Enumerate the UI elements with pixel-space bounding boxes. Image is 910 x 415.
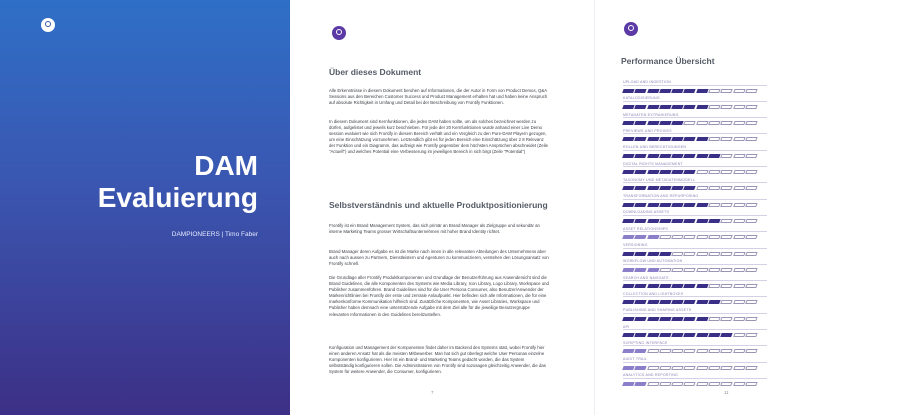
- paragraph-positioning-3: Die Grundlage aller Frontify Produktkomponenten und Grundlage der Benutzerführung aus Anwendersicht sind die Brand Guidelines, die alle Komponenten des Systems wie Media Library, Icon Library, Logo Library, Workspace und Publisher zusammenführen. Brand Guidelines sind für die User Persona Consumer, also Benutzer/Anwender der Markenrichtlinien bei Frontify der erste und zentrale Anlaufpunkt. Hier befinden sich alle Informationen, die für eine markenkonforme Kommunikation hilfreich sind. Zusätzliche Komponenten, wie Asset Libraries, Workspace und Publisher haben demnach eine unterstützende Aufgabe mit dem Ziel alle für die jeweilige Benutzergruppe relevanten Informationen in den Guidelines bereitzustellen.: [329, 275, 549, 317]
- rating-segment-empty: [745, 137, 757, 141]
- rating-segment-filled: [708, 154, 720, 158]
- rating-segment-empty: [721, 137, 733, 141]
- rating-segment-filled: [659, 300, 671, 304]
- rating-segment-filled: [672, 170, 684, 174]
- rating-segment-filled: [635, 235, 647, 239]
- rating-segment-filled: [622, 105, 634, 109]
- rating-segment-empty: [647, 349, 659, 353]
- rating-segment-filled: [659, 170, 671, 174]
- row-divider: [623, 362, 767, 363]
- rating-segment-filled: [647, 219, 659, 223]
- row-divider: [623, 166, 767, 167]
- rating-segment-filled: [684, 219, 696, 223]
- rating-segment-empty: [745, 170, 757, 174]
- rating-segment-filled: [635, 89, 647, 93]
- rating-segment-empty: [733, 203, 745, 207]
- rating-segment-filled: [622, 300, 634, 304]
- rating-segment-filled: [696, 317, 708, 321]
- rating-segment-filled: [647, 121, 659, 125]
- performance-row-label: WORKFLOW UND AUTOMATION: [623, 259, 683, 264]
- rating-segment-empty: [721, 203, 733, 207]
- rating-segment-empty: [721, 382, 733, 386]
- rating-segment-filled: [659, 252, 671, 256]
- rating-segment-filled: [696, 219, 708, 223]
- rating-segment-filled: [635, 300, 647, 304]
- paragraph-positioning-1: Frontify ist ein Brand Management System, das sich primär an Brand Manager als Zielgruppe und sekundär an interne Marketing Teams grosser Wirtschaftsunternehmen mit hoher Brand Identity richtet.: [329, 223, 540, 235]
- rating-segment-empty: [659, 349, 671, 353]
- rating-segment-filled: [659, 89, 671, 93]
- rating-segment-filled: [635, 137, 647, 141]
- performance-row-label: AUDIT TRAIL: [623, 357, 648, 362]
- rating-bar: [623, 170, 758, 174]
- performance-title: Performance Übersicht: [621, 56, 715, 66]
- rating-segment-empty: [733, 170, 745, 174]
- performance-page: [595, 0, 910, 415]
- paragraph-positioning-2: Brand Manager deren Aufgabe es ist die Marke nach innen in alle relevanten Abteilungen des Unternehmens aber auch nach aussen zu Partnern, Dienstleistern und Agenturen zu kommunizieren, verstehen den Lösungsansatz von Frontify schnell.: [329, 249, 549, 267]
- rating-segment-filled: [696, 284, 708, 288]
- rating-segment-empty: [684, 121, 696, 125]
- rating-segment-filled: [672, 317, 684, 321]
- rating-segment-empty: [721, 317, 733, 321]
- rating-segment-empty: [745, 154, 757, 158]
- row-divider: [623, 264, 767, 265]
- about-page: [290, 0, 595, 415]
- cover-page: [0, 0, 290, 415]
- rating-segment-filled: [622, 154, 634, 158]
- rating-segment-empty: [745, 382, 757, 386]
- performance-row-label: UPLOAD AND INGESTION: [623, 80, 671, 84]
- row-divider: [623, 133, 767, 134]
- cover-subtitle: DAMPIONEERS | Timo Faber: [171, 231, 258, 238]
- rating-segment-empty: [708, 89, 720, 93]
- rating-segment-filled: [647, 300, 659, 304]
- section-heading-about: Über dieses Dokument: [329, 67, 422, 77]
- performance-row-label: KATALOGISIERUNG: [623, 96, 660, 101]
- rating-segment-empty: [708, 105, 720, 109]
- rating-segment-empty: [733, 235, 745, 239]
- dampioneers-logo-icon: [624, 22, 638, 36]
- dampioneers-logo-icon: [41, 18, 55, 32]
- rating-segment-filled: [647, 333, 659, 337]
- rating-segment-empty: [733, 349, 745, 353]
- rating-segment-empty: [733, 333, 745, 337]
- rating-segment-empty: [733, 268, 745, 272]
- rating-segment-filled: [622, 349, 634, 353]
- rating-segment-filled: [647, 317, 659, 321]
- rating-segment-filled: [647, 235, 659, 239]
- row-divider: [623, 182, 767, 183]
- rating-segment-empty: [745, 349, 757, 353]
- rating-segment-empty: [733, 382, 745, 386]
- row-divider: [623, 329, 767, 330]
- section-heading-positioning: Selbstverständnis und aktuelle Produktpositionierung: [329, 200, 548, 210]
- rating-segment-filled: [684, 284, 696, 288]
- rating-segment-empty: [684, 382, 696, 386]
- rating-bar: [623, 366, 758, 370]
- page-number: 11: [724, 390, 729, 395]
- rating-segment-empty: [708, 268, 720, 272]
- rating-segment-empty: [708, 284, 720, 288]
- row-divider: [623, 150, 767, 151]
- rating-segment-empty: [745, 89, 757, 93]
- rating-segment-empty: [708, 137, 720, 141]
- rating-segment-filled: [684, 89, 696, 93]
- rating-segment-empty: [721, 105, 733, 109]
- rating-segment-filled: [647, 170, 659, 174]
- row-divider: [623, 378, 767, 379]
- rating-segment-empty: [721, 219, 733, 223]
- rating-segment-empty: [745, 219, 757, 223]
- rating-segment-filled: [708, 300, 720, 304]
- performance-row-label: API: [623, 324, 630, 329]
- row-divider: [623, 117, 767, 118]
- rating-segment-filled: [684, 300, 696, 304]
- cover-title: [98, 150, 258, 214]
- rating-segment-empty: [733, 219, 745, 223]
- rating-segment-filled: [635, 186, 647, 190]
- rating-segment-filled: [647, 284, 659, 288]
- rating-segment-empty: [708, 203, 720, 207]
- rating-segment-empty: [721, 186, 733, 190]
- rating-segment-empty: [733, 105, 745, 109]
- rating-segment-filled: [635, 203, 647, 207]
- performance-row-label: DIGITAL RIGHTS MANAGEMENT: [623, 161, 683, 166]
- performance-row-label: ROLLEN UND BERECHTIGUNGEN: [623, 145, 687, 150]
- rating-segment-filled: [635, 349, 647, 353]
- rating-segment-filled: [647, 105, 659, 109]
- rating-segment-empty: [721, 121, 733, 125]
- rating-segment-filled: [672, 121, 684, 125]
- rating-segment-empty: [672, 349, 684, 353]
- rating-segment-empty: [659, 366, 671, 370]
- rating-segment-filled: [672, 137, 684, 141]
- performance-row-label: SEARCH AND NAVIGATE: [623, 275, 669, 280]
- rating-segment-empty: [733, 137, 745, 141]
- row-divider: [623, 101, 767, 102]
- rating-segment-filled: [659, 105, 671, 109]
- rating-segment-filled: [635, 333, 647, 337]
- rating-segment-filled: [659, 137, 671, 141]
- rating-segment-empty: [696, 186, 708, 190]
- rating-segment-filled: [635, 121, 647, 125]
- rating-segment-empty: [721, 268, 733, 272]
- performance-row-label: ANALYTICS AND REPORTING: [623, 373, 678, 378]
- row-divider: [623, 313, 767, 314]
- rating-segment-empty: [745, 186, 757, 190]
- rating-bar: [623, 219, 758, 223]
- rating-segment-empty: [721, 349, 733, 353]
- rating-segment-empty: [708, 186, 720, 190]
- rating-segment-empty: [659, 235, 671, 239]
- rating-segment-empty: [733, 317, 745, 321]
- rating-segment-filled: [672, 219, 684, 223]
- performance-row-label: PREVIEWS UND PROXIES: [623, 128, 672, 133]
- performance-row-label: DOWNLOADING ASSETS: [623, 210, 670, 215]
- rating-segment-empty: [659, 268, 671, 272]
- rating-segment-filled: [696, 137, 708, 141]
- rating-segment-filled: [647, 89, 659, 93]
- rating-bar: [623, 284, 758, 288]
- rating-segment-empty: [733, 89, 745, 93]
- rating-segment-empty: [745, 235, 757, 239]
- rating-segment-empty: [708, 382, 720, 386]
- rating-segment-empty: [745, 268, 757, 272]
- rating-segment-empty: [721, 366, 733, 370]
- rating-segment-filled: [708, 333, 720, 337]
- rating-bar: [623, 186, 758, 190]
- rating-segment-filled: [659, 121, 671, 125]
- rating-segment-filled: [622, 89, 634, 93]
- row-divider: [623, 248, 767, 249]
- performance-row-label: PUBLISHING AND SHARING ASSETS: [623, 308, 692, 313]
- rating-segment-filled: [684, 105, 696, 109]
- rating-segment-filled: [708, 219, 720, 223]
- rating-segment-empty: [745, 300, 757, 304]
- rating-segment-filled: [647, 203, 659, 207]
- rating-bar: [623, 105, 758, 109]
- performance-row-label: ASSET RELATIONSHIPS: [623, 226, 669, 231]
- rating-segment-filled: [672, 203, 684, 207]
- rating-segment-empty: [745, 105, 757, 109]
- rating-segment-filled: [647, 252, 659, 256]
- rating-segment-empty: [745, 252, 757, 256]
- rating-bar: [623, 268, 758, 272]
- rating-segment-empty: [733, 154, 745, 158]
- rating-segment-filled: [622, 235, 634, 239]
- row-divider: [623, 280, 767, 281]
- rating-segment-empty: [672, 382, 684, 386]
- rating-segment-filled: [635, 366, 647, 370]
- rating-segment-empty: [708, 317, 720, 321]
- rating-segment-filled: [635, 219, 647, 223]
- dampioneers-logo-icon: [332, 26, 346, 40]
- rating-segment-filled: [684, 137, 696, 141]
- rating-segment-filled: [672, 284, 684, 288]
- rating-segment-filled: [635, 268, 647, 272]
- rating-segment-filled: [684, 333, 696, 337]
- rating-segment-empty: [672, 268, 684, 272]
- rating-segment-empty: [721, 284, 733, 288]
- rating-segment-filled: [659, 203, 671, 207]
- rating-segment-filled: [696, 300, 708, 304]
- rating-segment-filled: [622, 121, 634, 125]
- cover-title-line1: DAM: [194, 150, 258, 181]
- rating-bar: [623, 382, 758, 386]
- rating-segment-empty: [696, 382, 708, 386]
- rating-bar: [623, 349, 758, 353]
- rating-segment-empty: [745, 121, 757, 125]
- rating-bar: [623, 154, 758, 158]
- rating-segment-empty: [733, 284, 745, 288]
- rating-segment-empty: [708, 235, 720, 239]
- performance-row-label: SCRIPTING INTERFACE: [623, 340, 668, 345]
- rating-segment-empty: [745, 203, 757, 207]
- rating-segment-filled: [684, 317, 696, 321]
- rating-segment-filled: [659, 219, 671, 223]
- performance-row: [623, 373, 793, 392]
- rating-segment-empty: [684, 252, 696, 256]
- row-divider: [623, 199, 767, 200]
- rating-segment-filled: [684, 186, 696, 190]
- rating-segment-filled: [721, 333, 733, 337]
- cover-title-line2: Evaluierung: [97, 182, 258, 213]
- rating-segment-filled: [635, 317, 647, 321]
- rating-segment-empty: [708, 170, 720, 174]
- rating-segment-empty: [721, 170, 733, 174]
- rating-segment-empty: [721, 89, 733, 93]
- rating-bar: [623, 333, 758, 337]
- performance-row-label: VERSIONING: [623, 243, 648, 247]
- rating-segment-filled: [622, 268, 634, 272]
- rating-bar: [623, 137, 758, 141]
- rating-segment-filled: [696, 154, 708, 158]
- rating-segment-filled: [622, 219, 634, 223]
- page-number: 7: [431, 390, 434, 395]
- rating-bar: [623, 235, 758, 239]
- rating-segment-filled: [696, 89, 708, 93]
- rating-segment-empty: [708, 366, 720, 370]
- rating-bar: [623, 121, 758, 125]
- rating-segment-empty: [647, 366, 659, 370]
- rating-segment-empty: [708, 121, 720, 125]
- row-divider: [623, 296, 767, 297]
- rating-segment-empty: [708, 252, 720, 256]
- rating-segment-filled: [635, 154, 647, 158]
- rating-segment-filled: [635, 105, 647, 109]
- rating-segment-filled: [672, 154, 684, 158]
- rating-segment-filled: [635, 252, 647, 256]
- rating-segment-filled: [622, 333, 634, 337]
- rating-bar: [623, 252, 758, 256]
- rating-segment-empty: [696, 170, 708, 174]
- performance-row-label: TAXONOMY UND METADATENMODELL: [623, 177, 696, 182]
- rating-segment-filled: [647, 186, 659, 190]
- paragraph-positioning-4: Konfiguration und Management der Komponenten findet daher im Backend des Systems statt, wobei Frontify hier einen anderen Ansatz hat als die meisten Mitbewerber. Man hat sich gut überlegt welche User Personas einzelne Komponenten konfigurieren. Hier ist ein Brand- und Marketing Teams gedacht worden, die das System selbstständig konfigurieren sollen. Die Administratoren von Frontify sind sozusagen gleichzeitig Anwender, die das System für weitere Anwender, die Consumer, konfigurieren.: [329, 345, 546, 375]
- rating-segment-empty: [745, 333, 757, 337]
- rating-segment-empty: [721, 154, 733, 158]
- rating-segment-empty: [696, 366, 708, 370]
- rating-segment-empty: [672, 366, 684, 370]
- performance-row-label: TRANSFORMATION AND REPURPOSING: [623, 194, 699, 199]
- rating-segment-filled: [622, 203, 634, 207]
- rating-segment-filled: [659, 186, 671, 190]
- rating-segment-filled: [659, 284, 671, 288]
- rating-segment-empty: [733, 121, 745, 125]
- rating-segment-empty: [696, 252, 708, 256]
- rating-segment-empty: [733, 186, 745, 190]
- row-divider: [623, 345, 767, 346]
- rating-segment-filled: [672, 105, 684, 109]
- rating-segment-filled: [659, 333, 671, 337]
- rating-segment-filled: [635, 284, 647, 288]
- row-divider: [623, 215, 767, 216]
- row-divider: [623, 231, 767, 232]
- performance-row-label: COLLECTION AND LIGHTBOXES: [623, 291, 684, 296]
- rating-segment-empty: [721, 235, 733, 239]
- rating-segment-filled: [622, 186, 634, 190]
- rating-segment-empty: [708, 349, 720, 353]
- rating-segment-filled: [647, 137, 659, 141]
- rating-segment-empty: [696, 235, 708, 239]
- rating-segment-filled: [622, 366, 634, 370]
- rating-bar: [623, 89, 758, 93]
- rating-segment-empty: [684, 349, 696, 353]
- rating-segment-empty: [721, 252, 733, 256]
- rating-segment-empty: [745, 284, 757, 288]
- rating-bar: [623, 300, 758, 304]
- rating-segment-empty: [696, 121, 708, 125]
- rating-segment-filled: [622, 137, 634, 141]
- rating-segment-empty: [696, 349, 708, 353]
- row-divider: [623, 85, 767, 86]
- rating-segment-filled: [635, 382, 647, 386]
- rating-segment-empty: [647, 382, 659, 386]
- rating-segment-filled: [622, 170, 634, 174]
- rating-segment-filled: [696, 203, 708, 207]
- rating-segment-empty: [672, 235, 684, 239]
- rating-segment-filled: [622, 382, 634, 386]
- rating-segment-empty: [733, 300, 745, 304]
- rating-bar: [623, 317, 758, 321]
- rating-segment-filled: [696, 333, 708, 337]
- rating-segment-empty: [696, 268, 708, 272]
- rating-segment-filled: [672, 89, 684, 93]
- rating-segment-filled: [672, 186, 684, 190]
- rating-segment-filled: [659, 154, 671, 158]
- rating-segment-filled: [635, 170, 647, 174]
- rating-bar: [623, 203, 758, 207]
- rating-segment-filled: [672, 333, 684, 337]
- rating-segment-filled: [672, 300, 684, 304]
- rating-segment-empty: [745, 317, 757, 321]
- paragraph-about-2: In diesem Dokument sind Kernfunktionen, die jedes DAM haben sollte, um als solches bezeichnet werden zu dürfen, aufgelistet und jeweils kurz beschrieben. Für jede der 20 Kernfunktionen wurde anhand einer Live Demo session evaluiert wie sich Frontify in diesem Bereich verhält und ein Vergleich zu den Pure-DAM Playern gezogen, um eine Einschätzung vorzunehmen. Letztendlich gibt es für jeden Bereich eine Einschätzung über 2 8 Relevanz der Funktion und ein Diagramm, das aufzeigt wie Frontify gegenüber dem höchsten Ansprüchen abschneidet (Zeile "Actuell") und welches Potential eine Verbesserung im jeweiligen Bereich in sich birgt (Zeile "Potential"): [329, 119, 549, 155]
- rating-segment-filled: [684, 170, 696, 174]
- rating-segment-empty: [733, 366, 745, 370]
- rating-segment-filled: [622, 252, 634, 256]
- rating-segment-empty: [745, 366, 757, 370]
- rating-segment-filled: [647, 154, 659, 158]
- rating-segment-empty: [672, 252, 684, 256]
- rating-segment-filled: [684, 154, 696, 158]
- rating-segment-empty: [684, 366, 696, 370]
- rating-segment-filled: [696, 105, 708, 109]
- rating-segment-filled: [622, 284, 634, 288]
- rating-segment-filled: [622, 317, 634, 321]
- rating-segment-empty: [721, 300, 733, 304]
- performance-row-label: METADATEN EXTRAHIERUNG: [623, 112, 679, 117]
- paragraph-about-1: Alle Erkenntnisse in diesem Dokument beruhen auf Informationen, die der Autor in Form von Product Demos, Q&A Sessions aus den Bereichen Customer Success und Product Management erhalten hat und haben keine Anspruch auf absolute Richtigkeit in Umfang und Detail bei der Beschreibung von Frontify Funktionen.: [329, 88, 548, 106]
- rating-segment-filled: [647, 268, 659, 272]
- rating-segment-empty: [684, 268, 696, 272]
- rating-segment-empty: [684, 235, 696, 239]
- rating-segment-filled: [659, 317, 671, 321]
- rating-segment-empty: [733, 252, 745, 256]
- rating-segment-filled: [684, 203, 696, 207]
- rating-segment-empty: [659, 382, 671, 386]
